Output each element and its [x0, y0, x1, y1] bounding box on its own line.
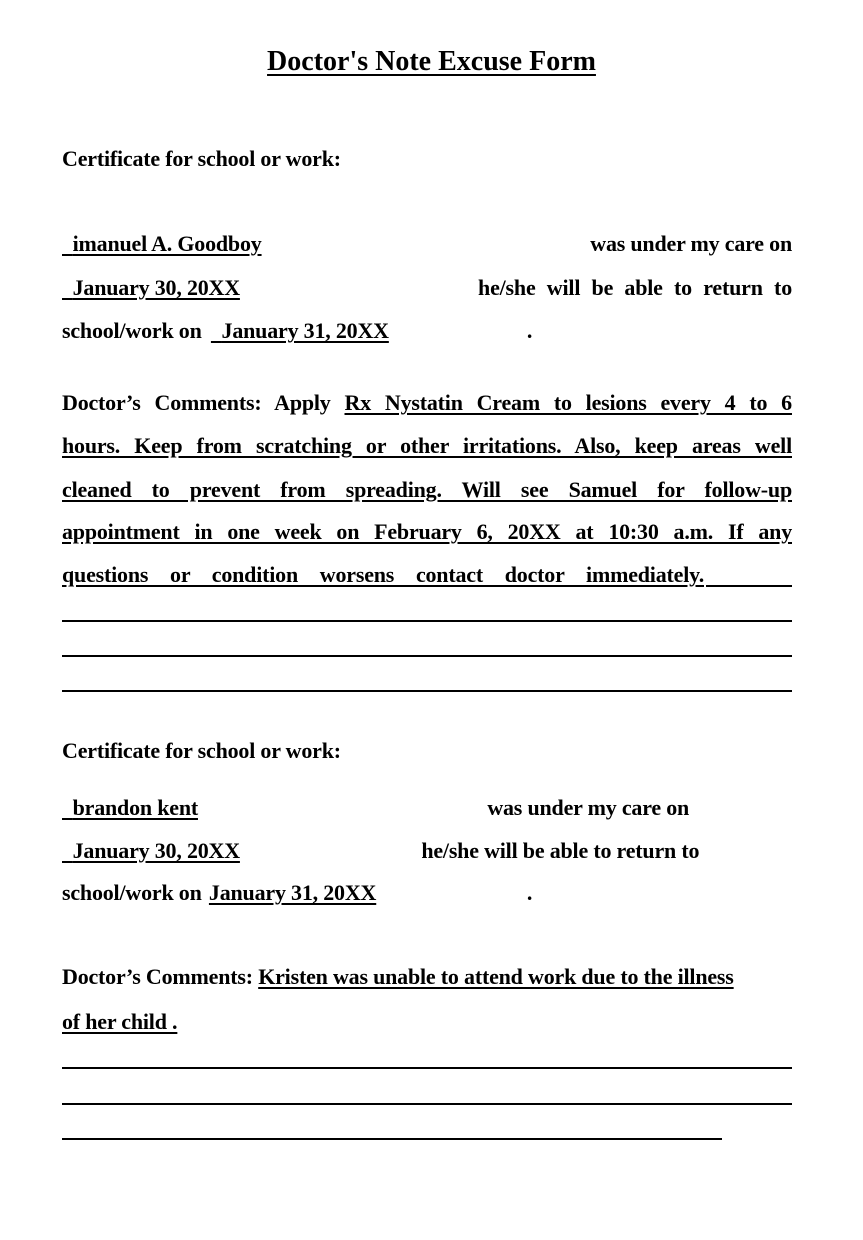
- certificate-heading-1: Certificate for school or work:: [62, 146, 341, 171]
- comments-label-2: Doctor’s Comments:: [62, 964, 253, 989]
- patient-name-field-2: [62, 795, 689, 821]
- under-care-text-1: was under my care on: [590, 231, 792, 256]
- date-from-1: January 30, 20XX: [72, 275, 240, 300]
- comment-fill-line: [706, 585, 792, 587]
- patient-name-field-1: [62, 231, 558, 257]
- able-return-text-2: he/she will be able to return to: [421, 838, 700, 863]
- blank-line: [62, 690, 792, 692]
- date-return-2: January 31, 20XX: [208, 880, 377, 905]
- date-from-field-2: [62, 838, 699, 864]
- comments-line-1: [62, 390, 792, 416]
- blank-line: [62, 1103, 792, 1105]
- comment-text-1-4: appointment in one week on February 6, 20XX at 10:30 a.m. If any: [62, 519, 792, 544]
- under-care-text-2: was under my care on: [487, 795, 690, 820]
- comment-text-1-5: questions or condition worsens contact doctor immediately.: [62, 562, 704, 587]
- comment-text-1-3: cleaned to prevent from spreading. Will see Samuel for follow-up: [62, 477, 792, 502]
- comments-line-2: [62, 964, 734, 990]
- blank-line: [62, 1067, 792, 1069]
- form-title: Doctor's Note Excuse Form: [267, 46, 596, 77]
- comments-label-1: Doctor’s Comments: Apply: [62, 390, 331, 415]
- patient-name-1: imanuel A. Goodboy: [72, 231, 262, 256]
- return-line-2: school/work on January 31, 20XX .: [62, 880, 533, 905]
- blank-line: [62, 620, 792, 622]
- date-from-field-1: [62, 275, 430, 301]
- return-prefix-1: school/work on: [62, 318, 202, 343]
- blank-line: [62, 655, 792, 657]
- patient-name-2: brandon kent: [72, 795, 198, 820]
- comment-text-2-1: Kristen was unable to attend work due to the illness: [258, 964, 734, 989]
- certificate-heading-2: Certificate for school or work:: [62, 738, 341, 763]
- date-from-2: January 30, 20XX: [72, 838, 240, 863]
- return-line-1: school/work on January 31, 20XX .: [62, 318, 533, 343]
- comment-text-1-2: hours. Keep from scratching or other irritations. Also, keep areas well: [62, 433, 792, 458]
- date-return-1: January 31, 20XX: [221, 318, 389, 343]
- comment-text-1-1: Rx Nystatin Cream to lesions every 4 to 6: [344, 390, 792, 415]
- return-prefix-2: school/work on: [62, 880, 202, 905]
- comment-text-2-2: of her child .: [62, 1009, 178, 1034]
- blank-line: [62, 1138, 722, 1140]
- able-return-text-1: he/she will be able to return to: [478, 275, 792, 300]
